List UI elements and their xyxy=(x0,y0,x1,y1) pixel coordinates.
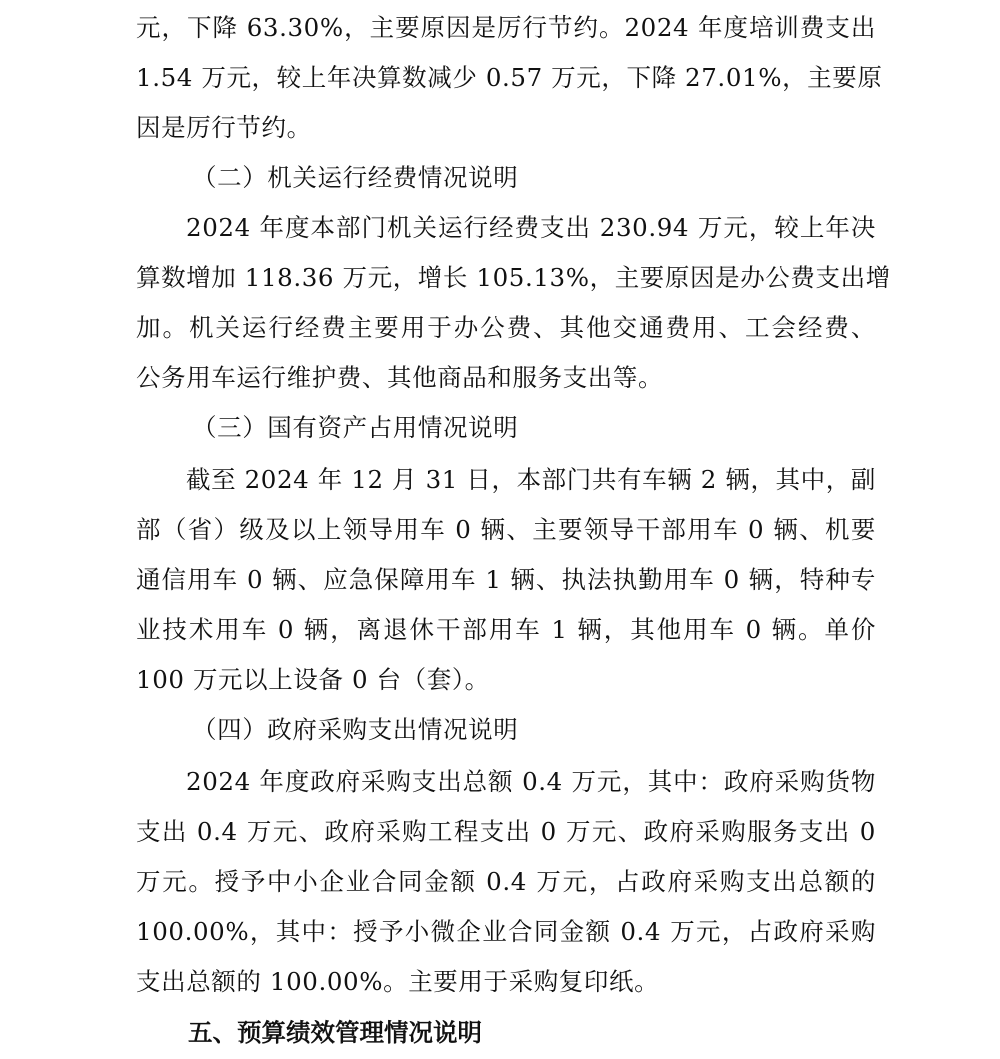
paragraph-line: 元，下降 63.30%，主要原因是厉行节约。2024 年度培训费支出 xyxy=(136,13,876,42)
section-heading-3: （三）国有资产占用情况说明 xyxy=(192,413,519,442)
paragraph-line: 支出总额的 100.00%。主要用于采购复印纸。 xyxy=(136,967,660,996)
paragraph-line: 100.00%，其中：授予小微企业合同金额 0.4 万元，占政府采购 xyxy=(136,917,876,946)
paragraph-line: 公务用车运行维护费、其他商品和服务支出等。 xyxy=(136,363,664,392)
paragraph-line: 截至 2024 年 12 月 31 日，本部门共有车辆 2 辆，其中，副 xyxy=(186,465,876,494)
paragraph-line: 因是厉行节约。 xyxy=(136,113,312,142)
paragraph-line: 加。机关运行经费主要用于办公费、其他交通费用、工会经费、 xyxy=(136,313,876,342)
section-heading-4: （四）政府采购支出情况说明 xyxy=(192,715,519,744)
paragraph-line: 2024 年度本部门机关运行经费支出 230.94 万元，较上年决 xyxy=(186,213,876,242)
chapter-heading-5: 五、预算绩效管理情况说明 xyxy=(188,1018,482,1047)
paragraph-line: 支出 0.4 万元、政府采购工程支出 0 万元、政府采购服务支出 0 xyxy=(136,817,876,846)
paragraph-line: 通信用车 0 辆、应急保障用车 1 辆、执法执勤用车 0 辆，特种专 xyxy=(136,565,876,594)
paragraph-line: 算数增加 118.36 万元，增长 105.13%，主要原因是办公费支出增 xyxy=(136,263,891,292)
paragraph-line: 1.54 万元，较上年决算数减少 0.57 万元，下降 27.01%，主要原 xyxy=(136,63,883,92)
paragraph-line: 部（省）级及以上领导用车 0 辆、主要领导干部用车 0 辆、机要 xyxy=(136,515,876,544)
paragraph-line: 100 万元以上设备 0 台（套）。 xyxy=(136,665,490,694)
paragraph-line: 万元。授予中小企业合同金额 0.4 万元，占政府采购支出总额的 xyxy=(136,867,876,896)
paragraph-line: 2024 年度政府采购支出总额 0.4 万元，其中：政府采购货物 xyxy=(186,767,876,796)
paragraph-line: 业技术用车 0 辆，离退休干部用车 1 辆，其他用车 0 辆。单价 xyxy=(136,615,876,644)
section-heading-2: （二）机关运行经费情况说明 xyxy=(192,163,519,192)
